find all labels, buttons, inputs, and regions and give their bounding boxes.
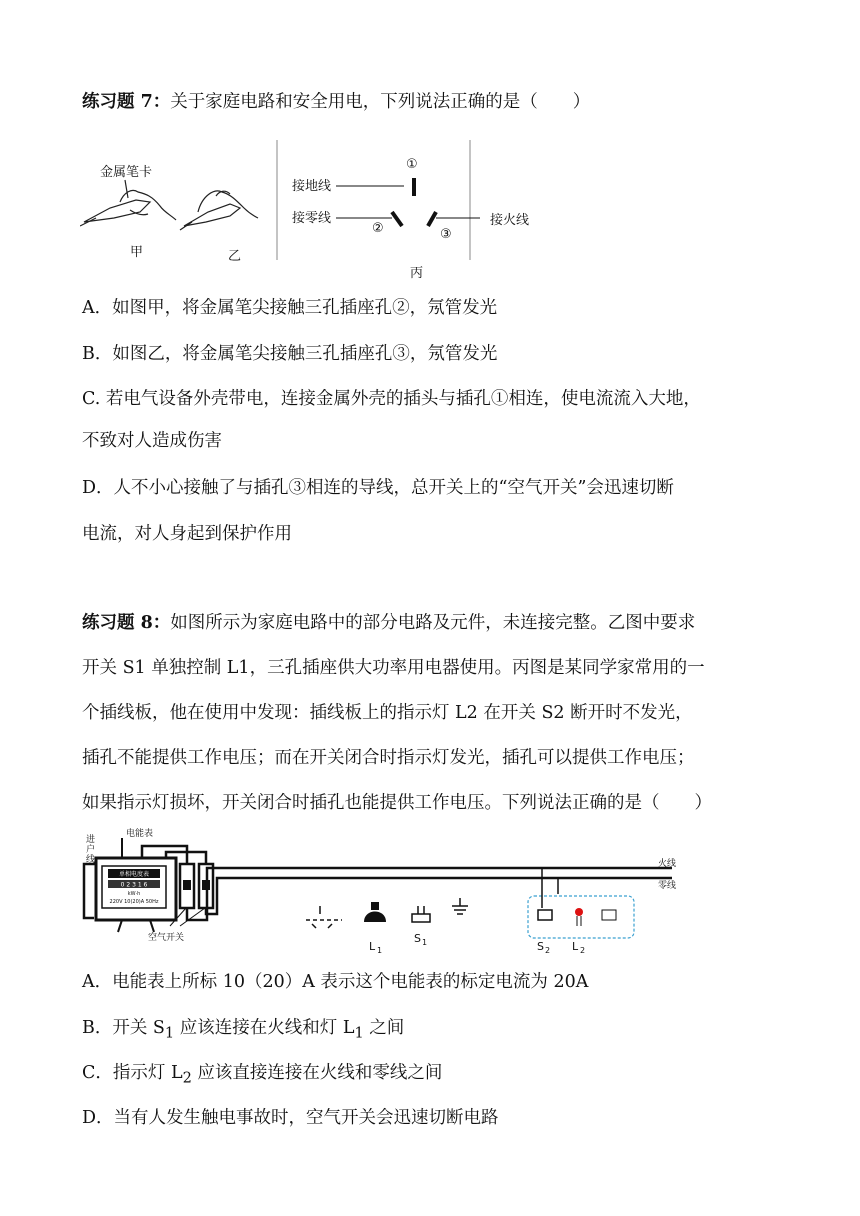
meter-label: 电能表 xyxy=(126,829,154,839)
pen-label: 金属笔卡 xyxy=(100,165,153,180)
label-bing: 丙 xyxy=(410,266,424,281)
meter-unit: kW·h xyxy=(127,891,141,897)
live-wire-label: 接火线 xyxy=(490,213,530,228)
q8-stem-line-4: 插孔不能提供工作电压；而在开关闭合时指示灯发光，插孔可以提供工作电压； xyxy=(82,748,695,768)
q8-label: 练习题 8： xyxy=(82,613,171,633)
hole-2-label: ② xyxy=(372,221,384,236)
earth-wire-label: 接地线 xyxy=(292,179,332,194)
svg-text:2: 2 xyxy=(580,946,586,955)
q8-option-c: C．指示灯 $L_2$ 应该直接连接在火线和零线之间 xyxy=(82,1063,443,1087)
test-pen-jia-drawing xyxy=(80,164,176,260)
svg-text:2: 2 xyxy=(545,946,551,955)
q8-option-b: B．开关 $S_1$ 应该连接在火线和灯 $L_1$ 之间 xyxy=(82,1018,405,1042)
q7-option-a: A．如图甲，将金属笔尖接触三孔插座孔②，氖管发光 xyxy=(82,298,498,318)
svg-text:1: 1 xyxy=(422,938,428,947)
svg-text:S: S xyxy=(414,932,421,945)
svg-text:L: L xyxy=(369,940,376,953)
q8-circuit-figure xyxy=(82,828,682,958)
q8-stem-line-5: 如果指示灯损坏，开关闭合时插孔也能提供工作电压。下列说法正确的是（ ） xyxy=(82,793,712,813)
q7-option-c-cont: 不致对人造成伤害 xyxy=(82,431,222,451)
q7-option-d-cont: 电流，对人身起到保护作用 xyxy=(82,524,292,544)
three-hole-socket-drawing xyxy=(277,140,480,281)
lamp-l1 xyxy=(364,902,386,955)
q7-option-c: C. 若电气设备外壳带电，连接金属外壳的插头与插孔①相连，使电流流入大地， xyxy=(82,389,701,409)
q8-stem-line-2: 开关 S1 单独控制 L1，三孔插座供大功率用电器使用。丙图是某同学家常用的一 xyxy=(82,658,705,678)
q7-stem: 关于家庭电路和安全用电，下列说法正确的是（ ） xyxy=(170,92,591,112)
label-yi: 乙 xyxy=(228,249,242,264)
neutral-wire-label: 接零线 xyxy=(292,211,332,226)
q8-stem-line-1: 练习题 8：如图所示为家庭电路中的部分电路及元件，未连接完整。乙图中要求 xyxy=(82,613,696,633)
lamp-l2-label: L xyxy=(572,940,579,953)
q7-option-d: D．人不小心接触了与插孔③相连的导线，总开关上的“空气开关”会迅速切断 xyxy=(82,478,674,498)
meter-reading: 0 2 3 1 6 xyxy=(120,881,148,889)
socket-three-hole xyxy=(306,906,342,928)
test-pen-yi-drawing xyxy=(180,191,258,264)
hole-3-label: ③ xyxy=(440,227,452,242)
neutral-line-label: 零线 xyxy=(658,881,677,891)
label-jia: 甲 xyxy=(130,245,144,260)
power-strip xyxy=(528,868,634,955)
q8-stem-line-3: 个插线板，他在使用中发现：插线板上的指示灯 L2 在开关 S2 断开时不发光， xyxy=(82,703,693,723)
switch-s2-label: S xyxy=(537,940,544,953)
meter-spec: 220V 10(20)A 50Hz xyxy=(109,899,159,905)
live-line-label: 火线 xyxy=(658,859,677,869)
breaker-label: 空气开关 xyxy=(148,933,185,943)
q8-option-d: D．当有人发生触电事故时，空气开关会迅速切断电路 xyxy=(82,1108,499,1128)
q7-stem-line xyxy=(82,82,782,122)
incoming-line-label: 进户线 xyxy=(86,835,96,865)
hole-1-label: ① xyxy=(406,157,418,172)
switch-s1 xyxy=(412,906,430,947)
q7-label: 练习题 7： xyxy=(82,92,171,112)
energy-meter xyxy=(96,828,176,932)
ground-symbol xyxy=(452,898,468,914)
q8-option-a: A．电能表上所标 10（20）A 表示这个电能表的标定电流为 20A xyxy=(82,972,589,992)
svg-text:1: 1 xyxy=(377,946,383,955)
meter-title: 单相电度表 xyxy=(118,871,150,878)
q7-option-b: B．如图乙，将金属笔尖接触三孔插座孔③，氖管发光 xyxy=(82,344,498,364)
q7-figure xyxy=(80,132,480,282)
